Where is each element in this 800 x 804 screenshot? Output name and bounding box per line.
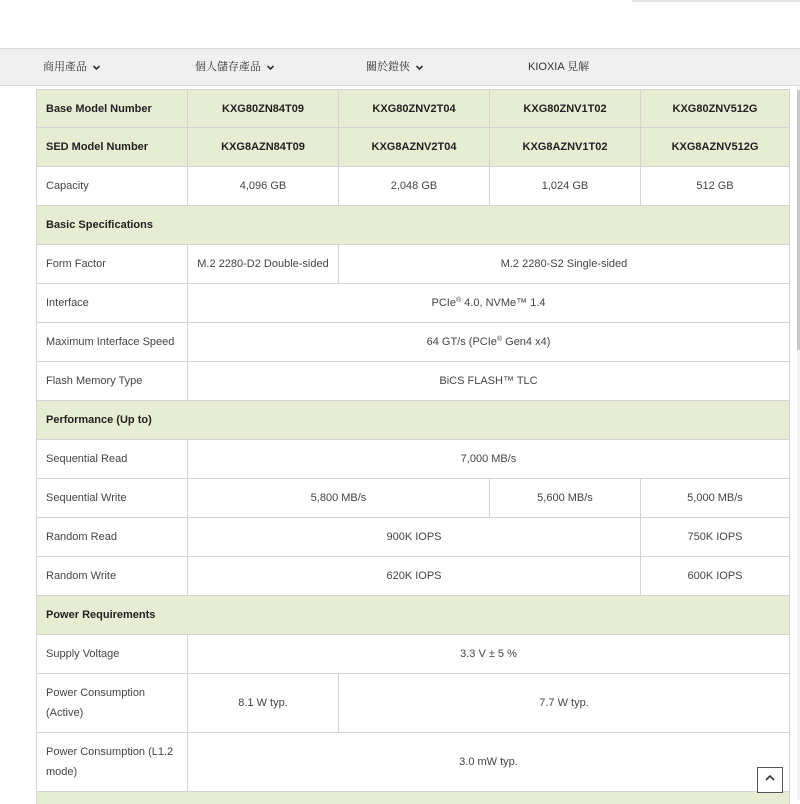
table-row <box>36 635 790 674</box>
table-cell: 7.7 W typ. <box>338 674 790 732</box>
cell-text: 64 GT/s (PCIe <box>426 336 497 348</box>
nav-item-insights[interactable] <box>528 49 589 85</box>
table-cell: KXG8AZNV2T04 <box>338 128 489 166</box>
table-cell: 3.0 mW typ. <box>187 733 790 791</box>
table-cell: 4,096 GB <box>187 167 338 205</box>
table-cell: 600K IOPS <box>640 557 790 595</box>
table-row <box>36 479 790 518</box>
table-row <box>36 323 790 362</box>
table-cell: 7,000 MB/s <box>187 440 790 478</box>
chevron-up-icon <box>764 771 776 789</box>
nav-item-label: 關於鎧俠 <box>366 61 410 73</box>
table-cell: KXG80ZN84T09 <box>187 90 338 127</box>
nav-item-label: KIOXIA 見解 <box>528 61 590 73</box>
table-cell: 1,024 GB <box>489 167 640 205</box>
nav-item-label: 商用產品 <box>43 61 87 73</box>
section-title: Performance (Up to) <box>36 401 790 439</box>
row-label: Power Consumption (L1.2 mode) <box>36 733 187 791</box>
table-cell <box>187 323 790 361</box>
cell-text: 4.0, NVMe™ 1.4 <box>461 297 546 309</box>
row-label: Random Write <box>36 557 187 595</box>
table-cell: KXG8AZNV1T02 <box>489 128 640 166</box>
chevron-down-icon <box>266 63 275 72</box>
section-header-row <box>36 401 790 440</box>
row-label: Sequential Read <box>36 440 187 478</box>
row-label: Random Read <box>36 518 187 556</box>
row-label: Power Consumption (Active) <box>36 674 187 732</box>
table-row <box>36 674 790 733</box>
table-cell: M.2 2280-D2 Double-sided <box>187 245 338 283</box>
row-label: Flash Memory Type <box>36 362 187 400</box>
row-label: Supply Voltage <box>36 635 187 673</box>
section-header-row <box>36 206 790 245</box>
chevron-down-icon <box>415 63 424 72</box>
table-cell: 620K IOPS <box>187 557 640 595</box>
table-cell: 2,048 GB <box>338 167 489 205</box>
scroll-to-top-button[interactable] <box>757 767 783 793</box>
table-cell: KXG80ZNV2T04 <box>338 90 489 127</box>
spec-table <box>36 89 790 804</box>
table-cell: 900K IOPS <box>187 518 640 556</box>
nav-item-label: 個人儲存產品 <box>195 61 261 73</box>
nav-item-about[interactable] <box>366 49 424 85</box>
row-label: Form Factor <box>36 245 187 283</box>
table-cell: 5,600 MB/s <box>489 479 640 517</box>
registered-mark: ® <box>496 336 503 343</box>
table-row <box>36 128 790 167</box>
chevron-down-icon <box>92 63 101 72</box>
row-label: Capacity <box>36 167 187 205</box>
table-cell: BiCS FLASH™ TLC <box>187 362 790 400</box>
table-row <box>36 245 790 284</box>
section-header-row <box>36 792 790 804</box>
row-label: Base Model Number <box>36 90 187 127</box>
table-cell: M.2 2280-S2 Single-sided <box>338 245 790 283</box>
table-row <box>36 362 790 401</box>
top-divider <box>632 0 800 2</box>
table-cell: KXG80ZNV512G <box>640 90 790 127</box>
table-cell: 750K IOPS <box>640 518 790 556</box>
table-row <box>36 440 790 479</box>
table-cell: 512 GB <box>640 167 790 205</box>
table-row <box>36 557 790 596</box>
table-cell: 5,000 MB/s <box>640 479 790 517</box>
table-row <box>36 518 790 557</box>
cell-text: Gen4 x4) <box>502 336 551 348</box>
table-cell: 3.3 V ± 5 % <box>187 635 790 673</box>
table-row <box>36 167 790 206</box>
table-cell: KXG8AZN84T09 <box>187 128 338 166</box>
page-top-area <box>0 0 800 48</box>
row-label: SED Model Number <box>36 128 187 166</box>
table-cell: KXG80ZNV1T02 <box>489 90 640 127</box>
row-label: Sequential Write <box>36 479 187 517</box>
table-cell: 5,800 MB/s <box>187 479 489 517</box>
table-cell <box>187 284 790 322</box>
table-row <box>36 284 790 323</box>
main-nav <box>0 48 800 86</box>
section-header-row <box>36 596 790 635</box>
nav-item-personal-storage[interactable] <box>195 49 275 85</box>
row-label: Interface <box>36 284 187 322</box>
section-title-cut <box>36 792 790 804</box>
table-row <box>36 733 790 792</box>
table-cell: 8.1 W typ. <box>187 674 338 732</box>
table-cell: KXG8AZNV512G <box>640 128 790 166</box>
cell-text: PCIe <box>431 297 456 309</box>
registered-mark: ® <box>455 297 462 304</box>
table-row <box>36 89 790 128</box>
nav-item-business-products[interactable] <box>43 49 101 85</box>
section-title: Power Requirements <box>36 596 790 634</box>
row-label: Maximum Interface Speed <box>36 323 187 361</box>
section-title: Basic Specifications <box>36 206 790 244</box>
